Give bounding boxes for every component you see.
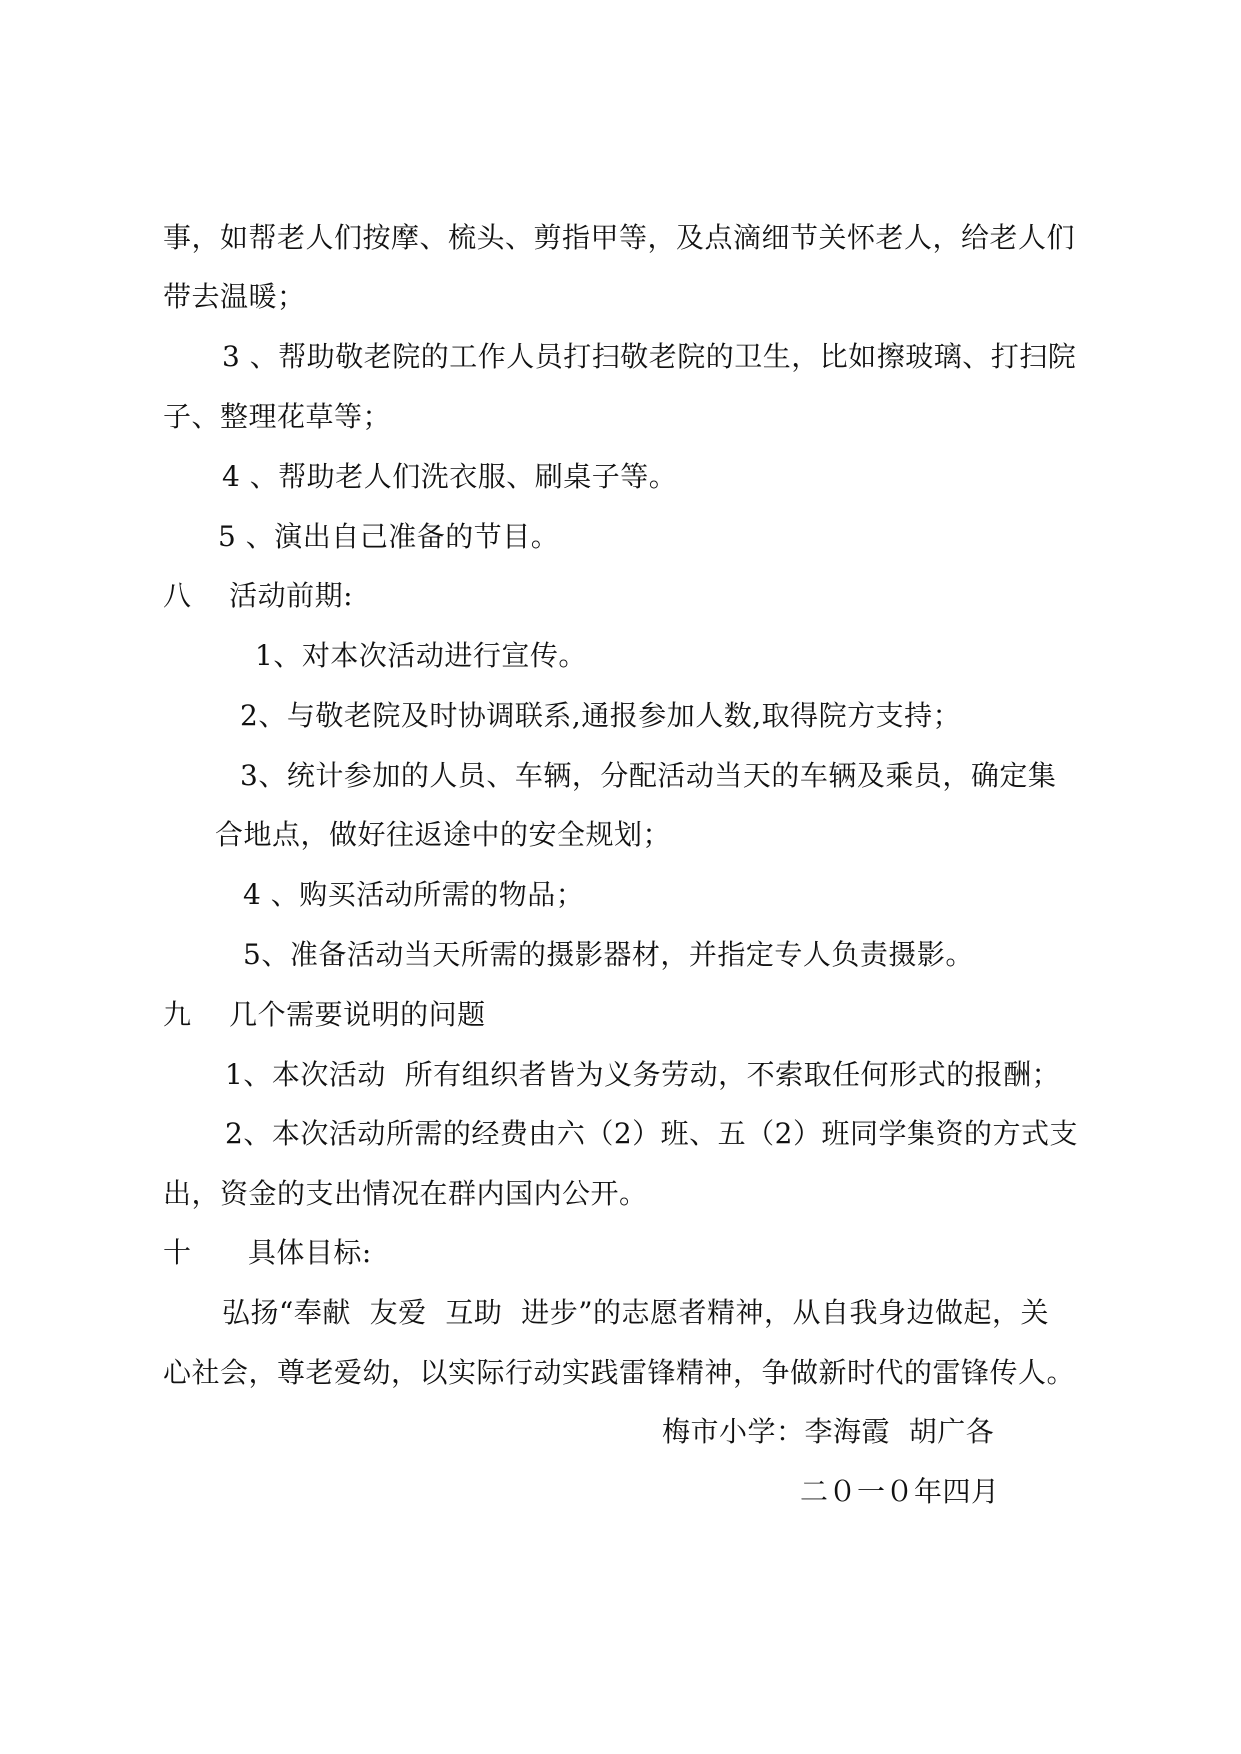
body-line-13: 5、准备活动当天所需的摄影器材，并指定专人负责摄影。 [243,938,974,971]
date-line: 二０一０年四月 [800,1475,1000,1508]
body-line-4: 子、整理花草等； [163,400,392,433]
body-line-20: 心社会，尊老爱幼，以实际行动实践雷锋精神，争做新时代的雷锋传人。 [163,1356,1076,1389]
body-line-9: 2、与敬老院及时协调联系,通报参加人数,取得院方支持； [240,699,962,732]
body-line-1: 事，如帮老人们按摩、梳头、剪指甲等，及点滴细节关怀老人，给老人们 [163,221,1076,254]
body-line-15: 1、本次活动 所有组织者皆为义务劳动，不索取任何形式的报酬； [225,1058,1061,1091]
section-heading-9: 九 几个需要说明的问题 [163,998,486,1031]
body-line-19: 弘扬“奉献 友爱 互助 进步”的志愿者精神，从自我身边做起，关 [222,1296,1050,1329]
body-line-12: 4 、购买活动所需的物品； [243,878,585,911]
signature-line: 梅市小学：李海霞 胡广各 [662,1415,995,1448]
body-line-16: 2、本次活动所需的经费由六（2）班、五（2）班同学集资的方式支 [225,1117,1078,1150]
body-line-5: 4 、帮助老人们洗衣服、刷桌子等。 [222,460,678,493]
body-line-6: 5 、演出自己准备的节目。 [218,520,560,553]
section-heading-10: 十 具体目标: [163,1236,372,1269]
body-line-8: 1、对本次活动进行宣传。 [255,639,587,672]
body-line-11: 合地点，做好往返途中的安全规划； [215,818,672,851]
body-line-3: 3 、帮助敬老院的工作人员打扫敬老院的卫生，比如擦玻璃、打扫院 [222,340,1077,373]
body-line-2: 带去温暖； [163,280,306,313]
body-line-10: 3、统计参加的人员、车辆，分配活动当天的车辆及乘员，确定集 [240,759,1057,792]
body-line-17: 出，资金的支出情况在群内国内公开。 [163,1177,648,1210]
section-heading-8: 八 活动前期: [163,579,354,612]
